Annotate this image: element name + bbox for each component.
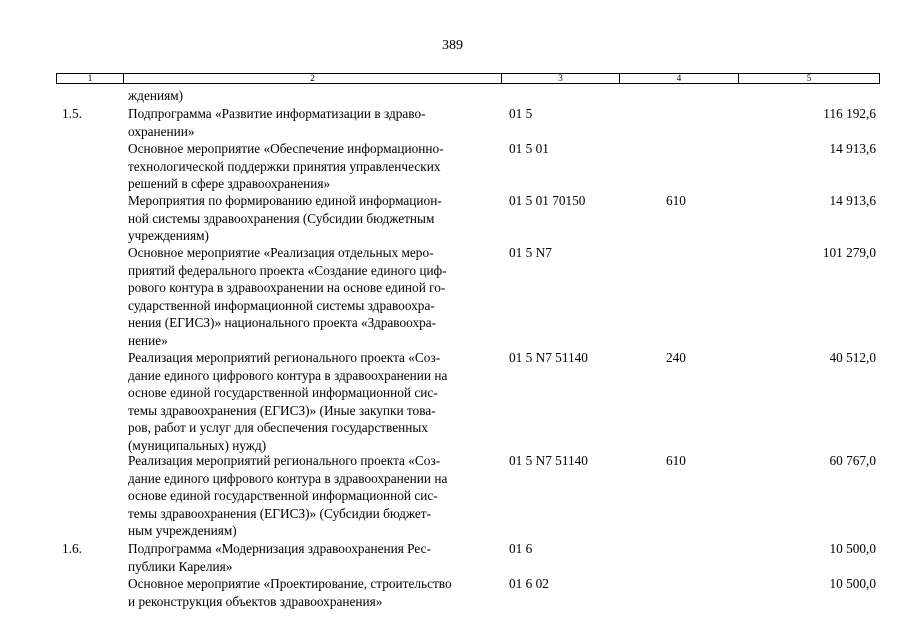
row-expense-type: 610 bbox=[666, 193, 686, 208]
description-line: темы здравоохранения (ЕГИСЗ)» (Иные закупки това- bbox=[128, 402, 436, 418]
description-line: ной системы здравоохранения (Субсидии бюджетным bbox=[128, 210, 435, 226]
row-target-code: 01 5 N7 51140 bbox=[509, 350, 588, 365]
row-description bbox=[128, 540, 502, 575]
description-line: охранении» bbox=[128, 123, 195, 139]
row-amount: 14 913,6 bbox=[829, 141, 876, 156]
description-line: и реконструкция объектов здравоохранения» bbox=[128, 593, 383, 609]
row-target-code: 01 5 N7 bbox=[509, 245, 552, 260]
description-line: Основное мероприятие «Проектирование, строительство bbox=[128, 576, 452, 591]
row-description bbox=[128, 105, 502, 140]
row-target-code: 01 6 bbox=[509, 541, 533, 556]
row-amount: 40 512,0 bbox=[829, 350, 876, 365]
description-line: Мероприятия по формированию единой информацион- bbox=[128, 193, 442, 208]
description-line: основе единой государственной информационной сис- bbox=[128, 488, 438, 503]
row-amount: 10 500,0 bbox=[829, 576, 876, 591]
row-description bbox=[128, 244, 502, 349]
row-amount: 14 913,6 bbox=[829, 193, 876, 208]
row-description bbox=[128, 575, 502, 610]
column-header-1: 1 bbox=[87, 73, 93, 83]
row-amount: 116 192,6 bbox=[823, 106, 876, 121]
row-description bbox=[128, 452, 502, 540]
row-target-code: 01 5 N7 51140 bbox=[509, 453, 588, 468]
description-line: решений в сфере здравоохранения» bbox=[128, 176, 331, 191]
column-header-row bbox=[56, 73, 880, 84]
row-description bbox=[128, 87, 502, 105]
page-number: 389 bbox=[442, 38, 463, 53]
column-header-2: 2 bbox=[310, 73, 315, 83]
description-line: основе единой государственной информационной сис- bbox=[128, 385, 438, 400]
description-line: технологической поддержки принятия управленческих bbox=[128, 158, 441, 174]
description-line: Реализация мероприятий регионального проекта «Соз- bbox=[128, 350, 441, 365]
description-line: ждениям) bbox=[128, 88, 184, 103]
description-line: темы здравоохранения (ЕГИСЗ)» (Субсидии бюджет- bbox=[128, 505, 432, 521]
column-header-4: 4 bbox=[676, 73, 682, 83]
column-header-5: 5 bbox=[806, 73, 812, 83]
description-line: приятий федерального проекта «Создание единого циф- bbox=[128, 262, 447, 278]
description-line: нение» bbox=[128, 332, 168, 348]
row-number: 1.5. bbox=[62, 106, 82, 121]
row-amount: 101 279,0 bbox=[822, 245, 876, 260]
column-header-3: 3 bbox=[558, 73, 563, 83]
description-line: нения (ЕГИСЗ)» национального проекта «Здравоохра- bbox=[128, 315, 437, 330]
row-amount: 10 500,0 bbox=[829, 541, 876, 556]
description-line: рового контура в здравоохранении на основе единой го- bbox=[128, 280, 446, 295]
row-target-code: 01 5 bbox=[509, 106, 533, 121]
row-target-code: 01 5 01 70150 bbox=[509, 193, 586, 208]
row-target-code: 01 6 02 bbox=[509, 576, 549, 591]
row-description bbox=[128, 349, 502, 454]
row-number: 1.6. bbox=[62, 541, 82, 556]
row-description bbox=[128, 192, 502, 245]
description-line: Подпрограмма «Развитие информатизации в здраво- bbox=[128, 106, 426, 121]
row-description bbox=[128, 140, 502, 193]
row-expense-type: 240 bbox=[666, 350, 686, 365]
description-line: дание единого цифрового контура в здравоохранении на bbox=[128, 470, 448, 486]
row-expense-type: 610 bbox=[666, 453, 686, 468]
description-line: Реализация мероприятий регионального проекта «Соз- bbox=[128, 453, 441, 468]
description-line: ров, работ и услуг для обеспечения государственных bbox=[128, 420, 428, 435]
description-line: Основное мероприятие «Обеспечение информационно- bbox=[128, 141, 444, 156]
row-amount: 60 767,0 bbox=[829, 453, 876, 468]
description-line: сударственной информационной системы здравоохра- bbox=[128, 297, 435, 313]
row-target-code: 01 5 01 bbox=[509, 141, 549, 156]
description-line: публики Карелия» bbox=[128, 558, 233, 574]
description-line: учреждениям) bbox=[128, 228, 209, 243]
description-line: Основное мероприятие «Реализация отдельных меро- bbox=[128, 245, 434, 260]
description-line: (муниципальных) нужд) bbox=[128, 437, 267, 453]
description-line: дание единого цифрового контура в здравоохранении на bbox=[128, 367, 448, 383]
description-line: Подпрограмма «Модернизация здравоохранения Рес- bbox=[128, 541, 431, 556]
description-line: ным учреждениям) bbox=[128, 523, 237, 538]
